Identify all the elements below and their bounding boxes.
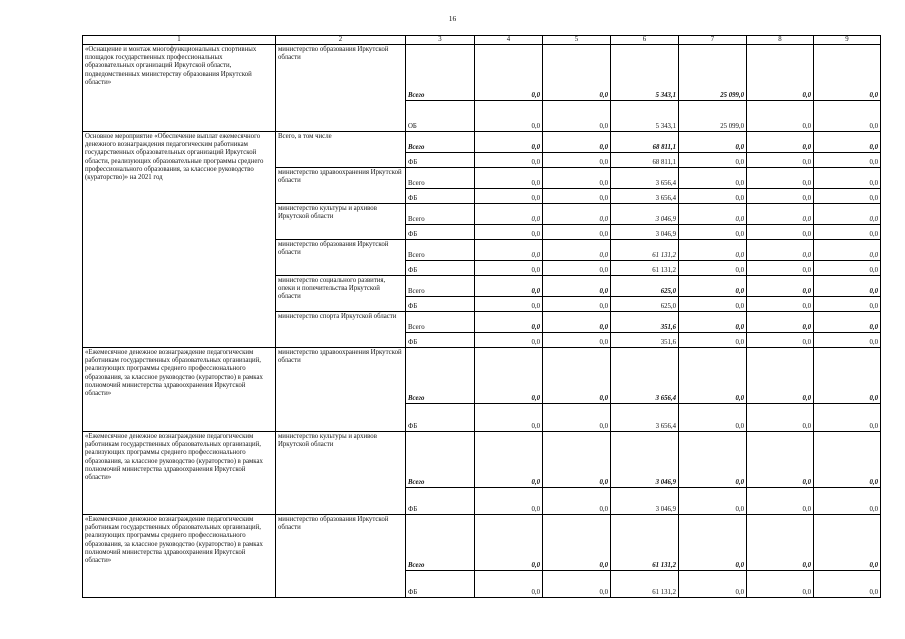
- amount-cell: 0,0: [747, 488, 814, 515]
- amount-cell: 0,0: [543, 261, 611, 276]
- amount-cell: 0,0: [679, 153, 747, 168]
- amount-cell: 61 131,2: [611, 240, 679, 261]
- amount-cell: 5 343,1: [611, 101, 679, 132]
- funding-source: ФБ: [406, 261, 475, 276]
- amount-cell: 625,0: [611, 276, 679, 297]
- funding-source: ОБ: [406, 101, 475, 132]
- amount-cell: 0,0: [747, 101, 814, 132]
- amount-cell: 0,0: [679, 261, 747, 276]
- responsible-executor: Всего, в том числе: [276, 132, 406, 168]
- amount-cell: 0,0: [543, 204, 611, 225]
- amount-cell: 0,0: [814, 276, 881, 297]
- activity-description: «Ежемесячное денежное вознаграждение педагогическим работникам государственных образовательных организаций, реализующих программы среднего профессионального образования, за классное руководство (кураторство) в рамках полномочий министерства здравоохранения Иркутской области»: [83, 432, 276, 515]
- responsible-executor: министерство образования Иркутской области: [276, 45, 406, 132]
- funding-source: Всего: [406, 168, 475, 189]
- amount-cell: 0,0: [814, 571, 881, 598]
- amount-cell: 0,0: [679, 204, 747, 225]
- amount-cell: 0,0: [679, 225, 747, 240]
- amount-cell: 0,0: [475, 153, 543, 168]
- amount-cell: 0,0: [747, 333, 814, 348]
- funding-source: Всего: [406, 312, 475, 333]
- amount-cell: 0,0: [543, 168, 611, 189]
- amount-cell: 0,0: [679, 515, 747, 571]
- activity-description: «Ежемесячное денежное вознаграждение педагогическим работникам государственных образовательных организаций, реализующих программы среднего профессионального образования, за классное руководство (кураторство) в рамках полномочий министерства здравоохранения Иркутской области»: [83, 515, 276, 598]
- amount-cell: 0,0: [475, 312, 543, 333]
- amount-cell: 0,0: [543, 101, 611, 132]
- amount-cell: 0,0: [475, 168, 543, 189]
- amount-cell: 0,0: [814, 348, 881, 404]
- column-number-row: [83, 36, 881, 45]
- amount-cell: 0,0: [747, 132, 814, 153]
- amount-cell: 3 046,9: [611, 225, 679, 240]
- total-row: [83, 432, 881, 488]
- amount-cell: 0,0: [814, 432, 881, 488]
- amount-cell: 0,0: [679, 333, 747, 348]
- amount-cell: 68 811,1: [611, 153, 679, 168]
- amount-cell: 0,0: [747, 348, 814, 404]
- amount-cell: 0,0: [747, 571, 814, 598]
- amount-cell: 0,0: [543, 312, 611, 333]
- total-row: [83, 515, 881, 571]
- responsible-executor: министерство спорта Иркутской области: [276, 312, 406, 348]
- amount-cell: 0,0: [747, 312, 814, 333]
- amount-cell: 0,0: [543, 488, 611, 515]
- column-number: 3: [406, 36, 475, 45]
- amount-cell: 0,0: [543, 404, 611, 432]
- amount-cell: 0,0: [814, 189, 881, 204]
- amount-cell: 0,0: [747, 204, 814, 225]
- amount-cell: 0,0: [814, 312, 881, 333]
- column-number: 7: [679, 36, 747, 45]
- activity-description: Основное мероприятие «Обеспечение выплат ежемесячного денежного вознаграждения педагогическим работникам государственных образовательных организаций Иркутской области, реализующих образовательные программы среднего профессионального образования, за классное руководство (кураторство)» на 2021 год: [83, 132, 276, 348]
- amount-cell: 25 099,0: [679, 101, 747, 132]
- amount-cell: 0,0: [475, 45, 543, 101]
- funding-source: Всего: [406, 276, 475, 297]
- funding-source: Всего: [406, 132, 475, 153]
- amount-cell: 0,0: [475, 515, 543, 571]
- responsible-executor: министерство социального развития, опеки и попечительства Иркутской области: [276, 276, 406, 312]
- amount-cell: 0,0: [475, 261, 543, 276]
- amount-cell: 0,0: [475, 571, 543, 598]
- amount-cell: 0,0: [475, 404, 543, 432]
- amount-cell: 0,0: [679, 168, 747, 189]
- amount-cell: 3 046,9: [611, 432, 679, 488]
- page-number: 16: [448, 14, 457, 23]
- amount-cell: 0,0: [543, 571, 611, 598]
- amount-cell: 0,0: [543, 189, 611, 204]
- funding-source: Всего: [406, 432, 475, 488]
- amount-cell: 0,0: [814, 204, 881, 225]
- amount-cell: 0,0: [679, 348, 747, 404]
- amount-cell: 0,0: [814, 153, 881, 168]
- amount-cell: 3 656,4: [611, 189, 679, 204]
- amount-cell: 0,0: [814, 240, 881, 261]
- amount-cell: 0,0: [475, 333, 543, 348]
- amount-cell: 3 656,4: [611, 348, 679, 404]
- amount-cell: 0,0: [814, 488, 881, 515]
- amount-cell: 61 131,2: [611, 515, 679, 571]
- responsible-executor: министерство здравоохранения Иркутской области: [276, 168, 406, 204]
- amount-cell: 0,0: [475, 132, 543, 153]
- amount-cell: 0,0: [814, 101, 881, 132]
- funding-source: ФБ: [406, 488, 475, 515]
- column-number: 5: [543, 36, 611, 45]
- amount-cell: 0,0: [679, 276, 747, 297]
- amount-cell: 0,0: [475, 240, 543, 261]
- amount-cell: 0,0: [747, 189, 814, 204]
- amount-cell: 0,0: [543, 276, 611, 297]
- amount-cell: 0,0: [747, 45, 814, 101]
- amount-cell: 5 343,1: [611, 45, 679, 101]
- funding-source: ФБ: [406, 225, 475, 240]
- column-number: 4: [475, 36, 543, 45]
- total-row: [83, 45, 881, 101]
- amount-cell: 0,0: [543, 333, 611, 348]
- amount-cell: 0,0: [814, 45, 881, 101]
- amount-cell: 0,0: [747, 240, 814, 261]
- amount-cell: 0,0: [543, 153, 611, 168]
- amount-cell: 0,0: [747, 276, 814, 297]
- amount-cell: 0,0: [475, 189, 543, 204]
- amount-cell: 3 656,4: [611, 168, 679, 189]
- amount-cell: 0,0: [814, 168, 881, 189]
- responsible-executor: министерство здравоохранения Иркутской области: [276, 348, 406, 432]
- amount-cell: 0,0: [475, 225, 543, 240]
- amount-cell: 0,0: [475, 488, 543, 515]
- amount-cell: 0,0: [747, 261, 814, 276]
- activity-description: «Оснащение и монтаж многофункциональных спортивных площадок государственных профессиональных образовательных организаций Иркутской области, подведомственных министерству образования Иркутской области»: [83, 45, 276, 132]
- funding-source: Всего: [406, 45, 475, 101]
- amount-cell: 3 046,9: [611, 204, 679, 225]
- funding-source: ФБ: [406, 333, 475, 348]
- amount-cell: 0,0: [814, 297, 881, 312]
- amount-cell: 0,0: [679, 404, 747, 432]
- amount-cell: 0,0: [747, 404, 814, 432]
- budget-table: [82, 35, 881, 598]
- amount-cell: 0,0: [814, 515, 881, 571]
- amount-cell: 0,0: [543, 348, 611, 404]
- amount-cell: 0,0: [475, 276, 543, 297]
- column-number: 2: [276, 36, 406, 45]
- amount-cell: 0,0: [814, 333, 881, 348]
- amount-cell: 0,0: [679, 132, 747, 153]
- responsible-executor: министерство культуры и архивов Иркутской области: [276, 204, 406, 240]
- amount-cell: 0,0: [747, 432, 814, 488]
- amount-cell: 0,0: [543, 132, 611, 153]
- amount-cell: 3 656,4: [611, 404, 679, 432]
- amount-cell: 0,0: [679, 488, 747, 515]
- amount-cell: 0,0: [679, 189, 747, 204]
- amount-cell: 0,0: [814, 132, 881, 153]
- funding-source: ФБ: [406, 404, 475, 432]
- amount-cell: 351,6: [611, 312, 679, 333]
- amount-cell: 0,0: [475, 101, 543, 132]
- column-number: 9: [814, 36, 881, 45]
- amount-cell: 625,0: [611, 297, 679, 312]
- amount-cell: 0,0: [679, 297, 747, 312]
- amount-cell: 0,0: [814, 404, 881, 432]
- activity-description: «Ежемесячное денежное вознаграждение педагогическим работникам государственных образовательных организаций, реализующих программы среднего профессионального образования, за классное руководство (кураторство) в рамках полномочий министерства здравоохранения Иркутской области»: [83, 348, 276, 432]
- amount-cell: 0,0: [543, 297, 611, 312]
- amount-cell: 0,0: [475, 204, 543, 225]
- amount-cell: 0,0: [814, 261, 881, 276]
- amount-cell: 0,0: [747, 297, 814, 312]
- funding-source: ФБ: [406, 571, 475, 598]
- amount-cell: 0,0: [475, 432, 543, 488]
- amount-cell: 0,0: [543, 240, 611, 261]
- amount-cell: 0,0: [543, 515, 611, 571]
- amount-cell: 0,0: [543, 45, 611, 101]
- amount-cell: 0,0: [679, 312, 747, 333]
- amount-cell: 0,0: [475, 348, 543, 404]
- total-row: [83, 132, 881, 153]
- amount-cell: 61 131,2: [611, 571, 679, 598]
- amount-cell: 0,0: [679, 571, 747, 598]
- amount-cell: 0,0: [747, 168, 814, 189]
- amount-cell: 0,0: [814, 225, 881, 240]
- amount-cell: 0,0: [543, 432, 611, 488]
- amount-cell: 68 811,1: [611, 132, 679, 153]
- amount-cell: 0,0: [747, 153, 814, 168]
- amount-cell: 25 099,0: [679, 45, 747, 101]
- funding-source: Всего: [406, 240, 475, 261]
- column-number: 1: [83, 36, 276, 45]
- column-number: 6: [611, 36, 679, 45]
- amount-cell: 61 131,2: [611, 261, 679, 276]
- amount-cell: 0,0: [475, 297, 543, 312]
- responsible-executor: министерство образования Иркутской области: [276, 515, 406, 598]
- column-number: 8: [747, 36, 814, 45]
- amount-cell: 0,0: [679, 240, 747, 261]
- funding-source: ФБ: [406, 297, 475, 312]
- responsible-executor: министерство культуры и архивов Иркутской области: [276, 432, 406, 515]
- amount-cell: 3 046,9: [611, 488, 679, 515]
- funding-source: Всего: [406, 515, 475, 571]
- funding-source: Всего: [406, 348, 475, 404]
- amount-cell: 0,0: [747, 225, 814, 240]
- amount-cell: 351,6: [611, 333, 679, 348]
- funding-source: ФБ: [406, 189, 475, 204]
- amount-cell: 0,0: [679, 432, 747, 488]
- amount-cell: 0,0: [747, 515, 814, 571]
- funding-source: ФБ: [406, 153, 475, 168]
- total-row: [83, 348, 881, 404]
- responsible-executor: министерство образования Иркутской области: [276, 240, 406, 276]
- funding-source: Всего: [406, 204, 475, 225]
- amount-cell: 0,0: [543, 225, 611, 240]
